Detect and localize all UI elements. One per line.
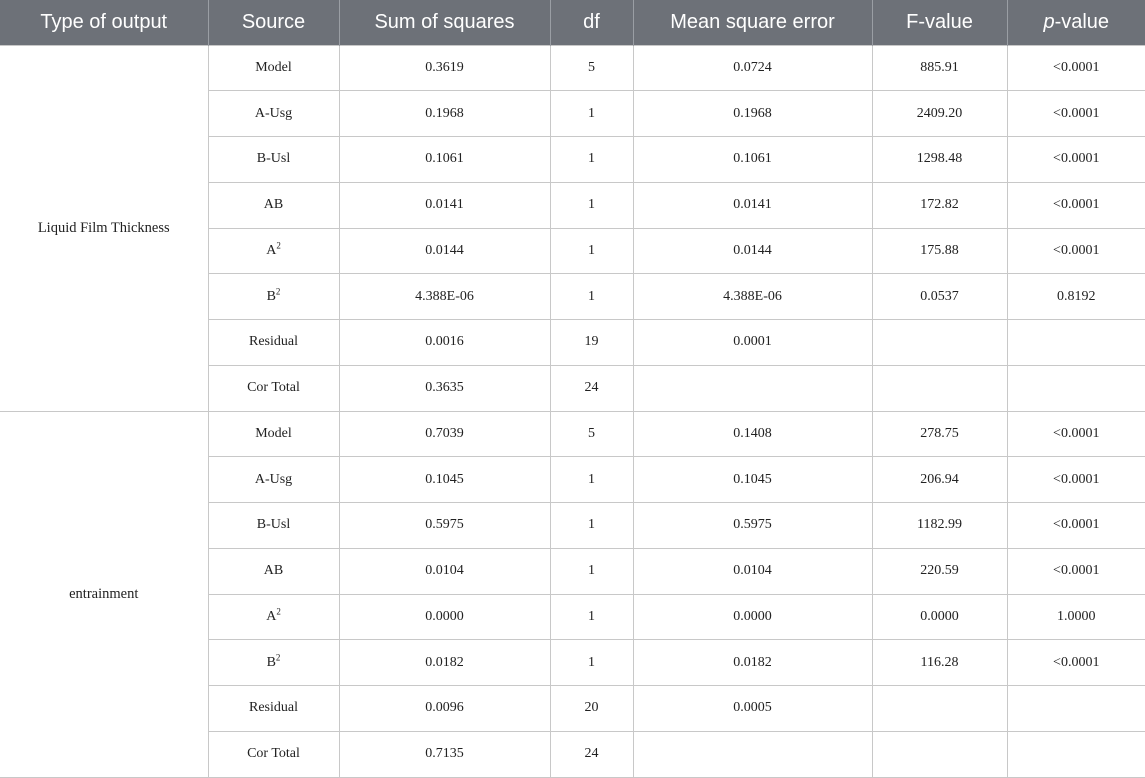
df-cell: 5 <box>550 411 633 457</box>
source-exponent: 2 <box>276 606 281 617</box>
p-value-cell: <0.0001 <box>1007 640 1145 686</box>
source-label: Model <box>255 59 292 75</box>
source-cell <box>208 365 339 411</box>
p-value-cell: <0.0001 <box>1007 548 1145 594</box>
sum-of-squares-cell: 0.0104 <box>339 548 550 594</box>
header-p-value-rest: -value <box>1054 10 1110 33</box>
mean-square-cell: 0.0005 <box>633 686 872 732</box>
sum-of-squares-cell: 0.0141 <box>339 182 550 228</box>
df-cell: 1 <box>550 457 633 503</box>
source-cell <box>208 411 339 457</box>
sum-of-squares-cell: 0.0000 <box>339 594 550 640</box>
f-value-cell: 2409.20 <box>872 91 1007 137</box>
mean-square-cell: 0.0182 <box>633 640 872 686</box>
output-type-cell: entrainment <box>0 411 208 777</box>
source-cell <box>208 686 339 732</box>
source-label: A <box>266 608 277 624</box>
mean-square-cell: 0.0144 <box>633 228 872 274</box>
sum-of-squares-cell: 4.388E-06 <box>339 274 550 320</box>
sum-of-squares-cell: 0.7039 <box>339 411 550 457</box>
source-cell <box>208 594 339 640</box>
f-value-cell: 1298.48 <box>872 137 1007 183</box>
p-value-cell <box>1007 686 1145 732</box>
mean-square-cell: 0.0104 <box>633 548 872 594</box>
sum-of-squares-cell: 0.0016 <box>339 320 550 366</box>
source-label: Model <box>255 425 292 441</box>
header-p-value <box>1007 0 1145 45</box>
mean-square-cell <box>633 731 872 777</box>
df-cell: 1 <box>550 182 633 228</box>
p-value-cell: <0.0001 <box>1007 45 1145 91</box>
p-value-cell <box>1007 320 1145 366</box>
source-label: B <box>266 654 276 670</box>
source-cell <box>208 548 339 594</box>
source-label: Cor Total <box>247 746 300 762</box>
header-mean-square-error: Mean square error <box>633 0 872 45</box>
source-cell <box>208 640 339 686</box>
df-cell: 24 <box>550 365 633 411</box>
source-label: B-Usl <box>256 151 291 167</box>
sum-of-squares-cell: 0.1061 <box>339 137 550 183</box>
table-row <box>0 411 1145 457</box>
f-value-cell: 885.91 <box>872 45 1007 91</box>
source-cell <box>208 228 339 274</box>
p-value-cell: 0.8192 <box>1007 274 1145 320</box>
df-cell: 1 <box>550 137 633 183</box>
table-row <box>0 45 1145 91</box>
p-value-cell: <0.0001 <box>1007 182 1145 228</box>
f-value-cell: 116.28 <box>872 640 1007 686</box>
p-value-cell: <0.0001 <box>1007 137 1145 183</box>
source-label: B-Usl <box>256 517 291 533</box>
sum-of-squares-cell: 0.7135 <box>339 731 550 777</box>
mean-square-cell: 0.0141 <box>633 182 872 228</box>
mean-square-cell: 4.388E-06 <box>633 274 872 320</box>
f-value-cell: 0.0000 <box>872 594 1007 640</box>
source-cell <box>208 274 339 320</box>
df-cell: 1 <box>550 228 633 274</box>
mean-square-cell: 0.5975 <box>633 503 872 549</box>
source-cell <box>208 45 339 91</box>
source-cell <box>208 320 339 366</box>
df-cell: 1 <box>550 91 633 137</box>
source-cell <box>208 91 339 137</box>
source-label: Residual <box>249 700 298 716</box>
f-value-cell: 220.59 <box>872 548 1007 594</box>
mean-square-cell: 0.0001 <box>633 320 872 366</box>
f-value-cell: 278.75 <box>872 411 1007 457</box>
p-value-cell: <0.0001 <box>1007 457 1145 503</box>
source-label: A <box>266 242 277 258</box>
sum-of-squares-cell: 0.0144 <box>339 228 550 274</box>
df-cell: 1 <box>550 640 633 686</box>
f-value-cell: 206.94 <box>872 457 1007 503</box>
mean-square-cell: 0.1045 <box>633 457 872 503</box>
table-header <box>0 0 1145 45</box>
p-value-cell: <0.0001 <box>1007 503 1145 549</box>
f-value-cell <box>872 686 1007 732</box>
sum-of-squares-cell: 0.3635 <box>339 365 550 411</box>
p-value-cell: <0.0001 <box>1007 411 1145 457</box>
df-cell: 1 <box>550 503 633 549</box>
mean-square-cell: 0.1968 <box>633 91 872 137</box>
source-label: A-Usg <box>254 471 293 487</box>
source-cell <box>208 731 339 777</box>
f-value-cell: 0.0537 <box>872 274 1007 320</box>
header-row <box>0 0 1145 45</box>
source-label: A-Usg <box>254 105 293 121</box>
sum-of-squares-cell: 0.1045 <box>339 457 550 503</box>
source-label: AB <box>263 563 284 579</box>
p-value-cell: <0.0001 <box>1007 91 1145 137</box>
p-value-cell <box>1007 731 1145 777</box>
header-df: df <box>550 0 633 45</box>
source-exponent: 2 <box>275 285 281 296</box>
f-value-cell: 175.88 <box>872 228 1007 274</box>
mean-square-cell: 0.1061 <box>633 137 872 183</box>
header-f-value: F-value <box>872 0 1007 45</box>
f-value-cell <box>872 731 1007 777</box>
source-cell <box>208 457 339 503</box>
mean-square-cell: 0.1408 <box>633 411 872 457</box>
source-cell <box>208 137 339 183</box>
output-type-cell: Liquid Film Thickness <box>0 45 208 411</box>
source-label: B <box>266 288 276 304</box>
p-value-cell <box>1007 365 1145 411</box>
f-value-cell <box>872 365 1007 411</box>
df-cell: 1 <box>550 594 633 640</box>
f-value-cell: 172.82 <box>872 182 1007 228</box>
df-cell: 5 <box>550 45 633 91</box>
df-cell: 20 <box>550 686 633 732</box>
sum-of-squares-cell: 0.0182 <box>339 640 550 686</box>
source-label: AB <box>263 197 284 213</box>
mean-square-cell: 0.0724 <box>633 45 872 91</box>
f-value-cell <box>872 320 1007 366</box>
source-exponent: 2 <box>275 651 281 662</box>
source-label: Residual <box>249 334 298 350</box>
source-cell <box>208 503 339 549</box>
df-cell: 1 <box>550 274 633 320</box>
header-source: Source <box>208 0 339 45</box>
sum-of-squares-cell: 0.3619 <box>339 45 550 91</box>
mean-square-cell: 0.0000 <box>633 594 872 640</box>
p-value-cell: <0.0001 <box>1007 228 1145 274</box>
sum-of-squares-cell: 0.0096 <box>339 686 550 732</box>
f-value-cell: 1182.99 <box>872 503 1007 549</box>
mean-square-cell <box>633 365 872 411</box>
source-exponent: 2 <box>276 240 281 251</box>
df-cell: 1 <box>550 548 633 594</box>
header-type-of-output: Type of output <box>0 0 208 45</box>
source-cell <box>208 182 339 228</box>
sum-of-squares-cell: 0.1968 <box>339 91 550 137</box>
p-value-cell: 1.0000 <box>1007 594 1145 640</box>
df-cell: 24 <box>550 731 633 777</box>
df-cell: 19 <box>550 320 633 366</box>
sum-of-squares-cell: 0.5975 <box>339 503 550 549</box>
table-body <box>0 45 1145 777</box>
source-label: Cor Total <box>247 380 300 396</box>
header-sum-of-squares: Sum of squares <box>339 0 550 45</box>
header-p-value-italic: p <box>1043 10 1055 33</box>
